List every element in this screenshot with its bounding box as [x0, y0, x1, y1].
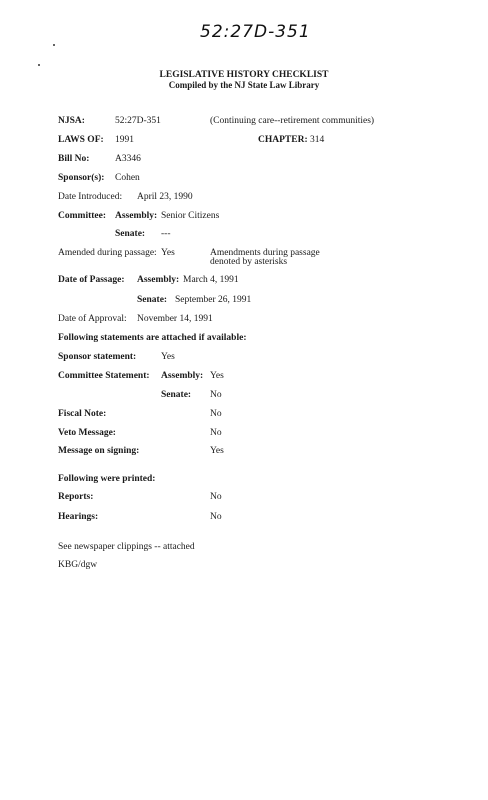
chapter-value: 314 — [310, 135, 325, 145]
initials: KBG/dgw — [58, 560, 98, 570]
newspaper-clippings-note: See newspaper clippings -- attached — [58, 542, 195, 552]
passage-senate-value: September 26, 1991 — [175, 295, 252, 305]
committee-senate-label: Senate: — [115, 229, 146, 239]
approval-label: Date of Approval: — [58, 314, 127, 324]
chapter-label: CHAPTER: — [258, 135, 308, 145]
committee-statement-assembly-label: Assembly: — [161, 371, 204, 381]
fiscal-note-value: No — [210, 409, 222, 419]
sponsor-statement-label: Sponsor statement: — [58, 352, 137, 362]
committee-label: Committee: — [58, 211, 107, 221]
laws-of-value: 1991 — [115, 135, 134, 145]
committee-senate-value: --- — [161, 229, 171, 239]
passage-label: Date of Passage: — [58, 275, 125, 285]
amended-note-line-2: denoted by asterisks — [210, 257, 288, 267]
date-introduced-label: Date Introduced: — [58, 192, 123, 202]
fiscal-note-label: Fiscal Note: — [58, 409, 107, 419]
passage-senate-label: Senate: — [137, 295, 168, 305]
approval-value: November 14, 1991 — [137, 314, 213, 324]
passage-assembly-label: Assembly: — [137, 275, 180, 285]
sponsor-statement-value: Yes — [161, 352, 175, 362]
committee-assembly-value: Senior Citizens — [161, 211, 220, 221]
printed-heading: Following were printed: — [58, 474, 156, 484]
laws-of-label: LAWS OF: — [58, 135, 104, 145]
veto-message-value: No — [210, 428, 222, 438]
hearings-label: Hearings: — [58, 512, 99, 522]
date-introduced-value: April 23, 1990 — [137, 192, 193, 202]
message-on-signing-value: Yes — [210, 446, 224, 456]
page-title: LEGISLATIVE HISTORY CHECKLIST — [159, 70, 329, 80]
sponsor-value: Cohen — [115, 173, 140, 183]
committee-statement-label: Committee Statement: — [58, 371, 150, 381]
committee-statement-senate-value: No — [210, 390, 222, 400]
page-subtitle: Compiled by the NJ State Law Library — [168, 80, 320, 90]
bill-value: A3346 — [115, 154, 141, 164]
amended-label: Amended during passage: — [58, 248, 157, 258]
committee-statement-senate-label: Senate: — [161, 390, 192, 400]
reports-label: Reports: — [58, 492, 94, 502]
speck-mark — [53, 44, 55, 46]
committee-assembly-label: Assembly: — [115, 211, 158, 221]
veto-message-label: Veto Message: — [58, 428, 116, 438]
handwritten-statute-number: 52:27D-351 — [200, 22, 311, 42]
hearings-value: No — [210, 512, 222, 522]
amended-note-line-1: Amendments during passage — [210, 248, 320, 258]
reports-value: No — [210, 492, 222, 502]
speck-mark — [38, 64, 40, 66]
amended-value: Yes — [161, 248, 175, 258]
njsa-label: NJSA: — [58, 116, 85, 126]
attached-heading: Following statements are attached if available: — [58, 333, 247, 343]
passage-assembly-value: March 4, 1991 — [183, 275, 239, 285]
njsa-note: (Continuing care--retirement communities) — [210, 116, 375, 126]
committee-statement-assembly-value: Yes — [210, 371, 224, 381]
sponsor-label: Sponsor(s): — [58, 173, 105, 183]
message-on-signing-label: Message on signing: — [58, 446, 140, 456]
bill-label: Bill No: — [58, 154, 90, 164]
njsa-value: 52:27D-351 — [115, 116, 161, 126]
